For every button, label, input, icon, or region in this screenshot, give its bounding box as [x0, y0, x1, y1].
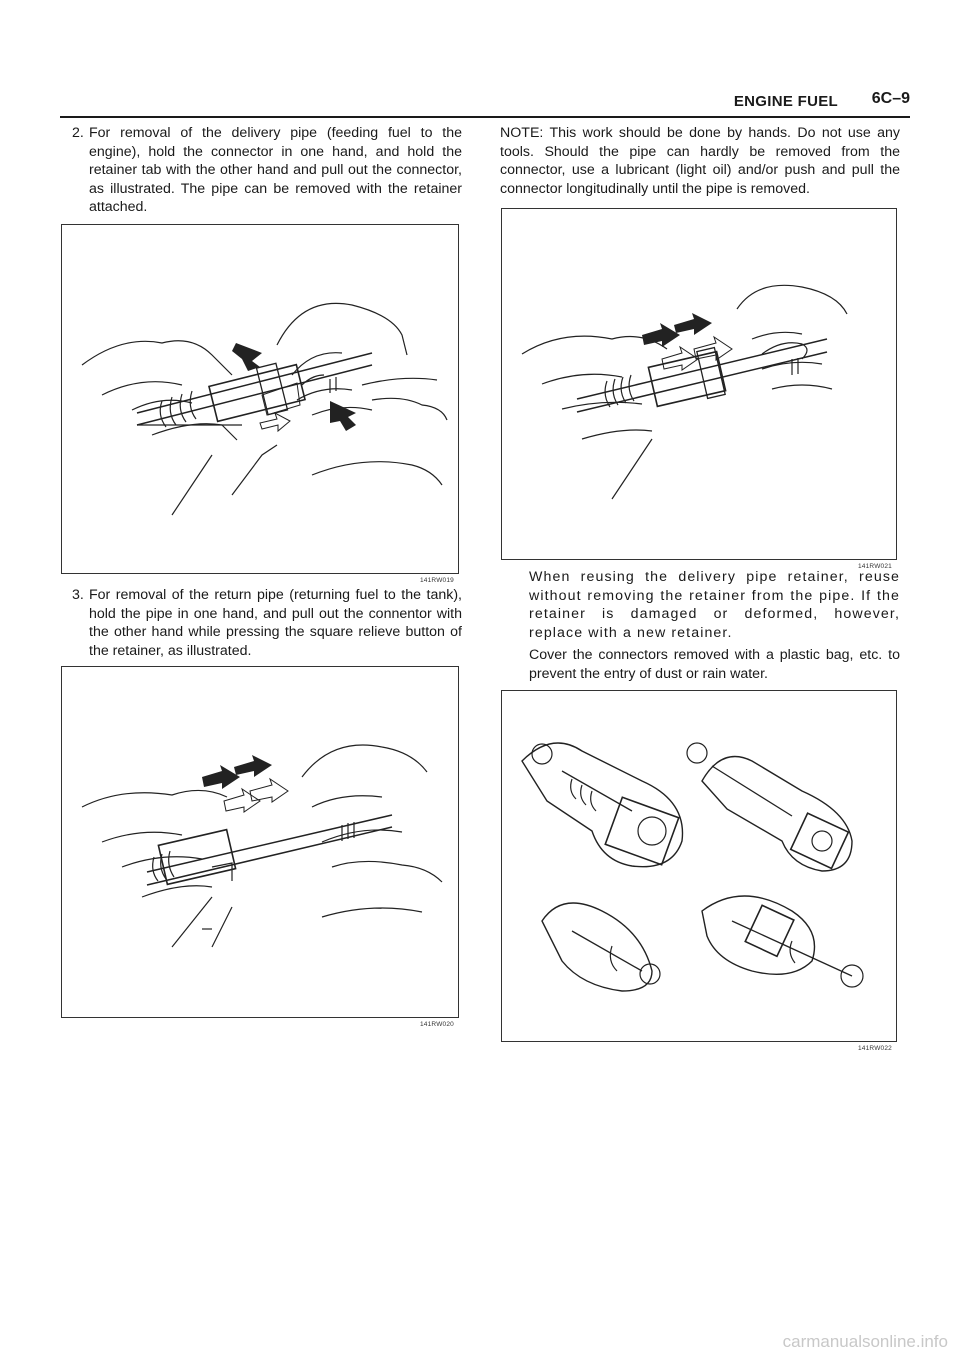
step-3-text: For removal of the return pipe (returning fuel to the tank), hold the pipe in one hand, and pull out the connentor with the other hand while pressing the square relieve button of the retainer, as illustrated. — [89, 587, 462, 659]
note-text: NOTE: This work should be done by hands. Do not use any tools. Should the pipe can hardly be removed from the connector, use a lubricant (light oil) and/or push and pull the connector longitudinally until the pipe is removed. — [500, 125, 900, 197]
connectors-covered-illustration — [502, 691, 896, 1041]
cover-text: Cover the connectors removed with a plastic bag, etc. to prevent the entry of dust or rain water. — [529, 647, 900, 682]
section-title: ENGINE FUEL — [733, 93, 838, 110]
reuse-block — [500, 568, 900, 688]
step-3-block — [60, 586, 462, 660]
page-header — [60, 88, 910, 118]
return-pipe-illustration — [62, 667, 458, 1017]
reuse-text: When reusing the delivery pipe retainer, reuse without removing the retainer from the pipe. If the retainer is damaged or deformed, however, replace with a new retainer. — [529, 569, 900, 641]
figure-return-pipe-removal — [61, 666, 459, 1028]
figure-1-code: 141RW019 — [419, 577, 454, 584]
step-2-number: 2. — [72, 125, 84, 141]
figure-connectors-covered — [501, 690, 897, 1052]
figure-3-code: 141RW021 — [857, 563, 892, 570]
connector-push-pull-illustration — [502, 209, 896, 559]
step-3-number: 3. — [72, 587, 84, 603]
figure-2-code: 141RW020 — [419, 1021, 454, 1028]
step-2 — [60, 124, 462, 217]
figure-4-code: 141RW022 — [857, 1045, 892, 1052]
step-2-block — [60, 124, 462, 217]
step-2-text: For removal of the delivery pipe (feeding fuel to the engine), hold the connector in one hand, and hold the retainer tab with the other hand and pull out the connector, as illustrated. The pipe can be removed with the retainer attached. — [89, 125, 462, 216]
page-number: 6C–9 — [871, 90, 910, 107]
note-block — [500, 124, 900, 198]
figure-delivery-pipe-removal — [61, 224, 459, 584]
step-3 — [60, 586, 462, 660]
figure-connector-push-pull — [501, 208, 897, 570]
watermark: carmanualsonline.info — [782, 1332, 948, 1351]
delivery-pipe-illustration — [62, 225, 458, 573]
